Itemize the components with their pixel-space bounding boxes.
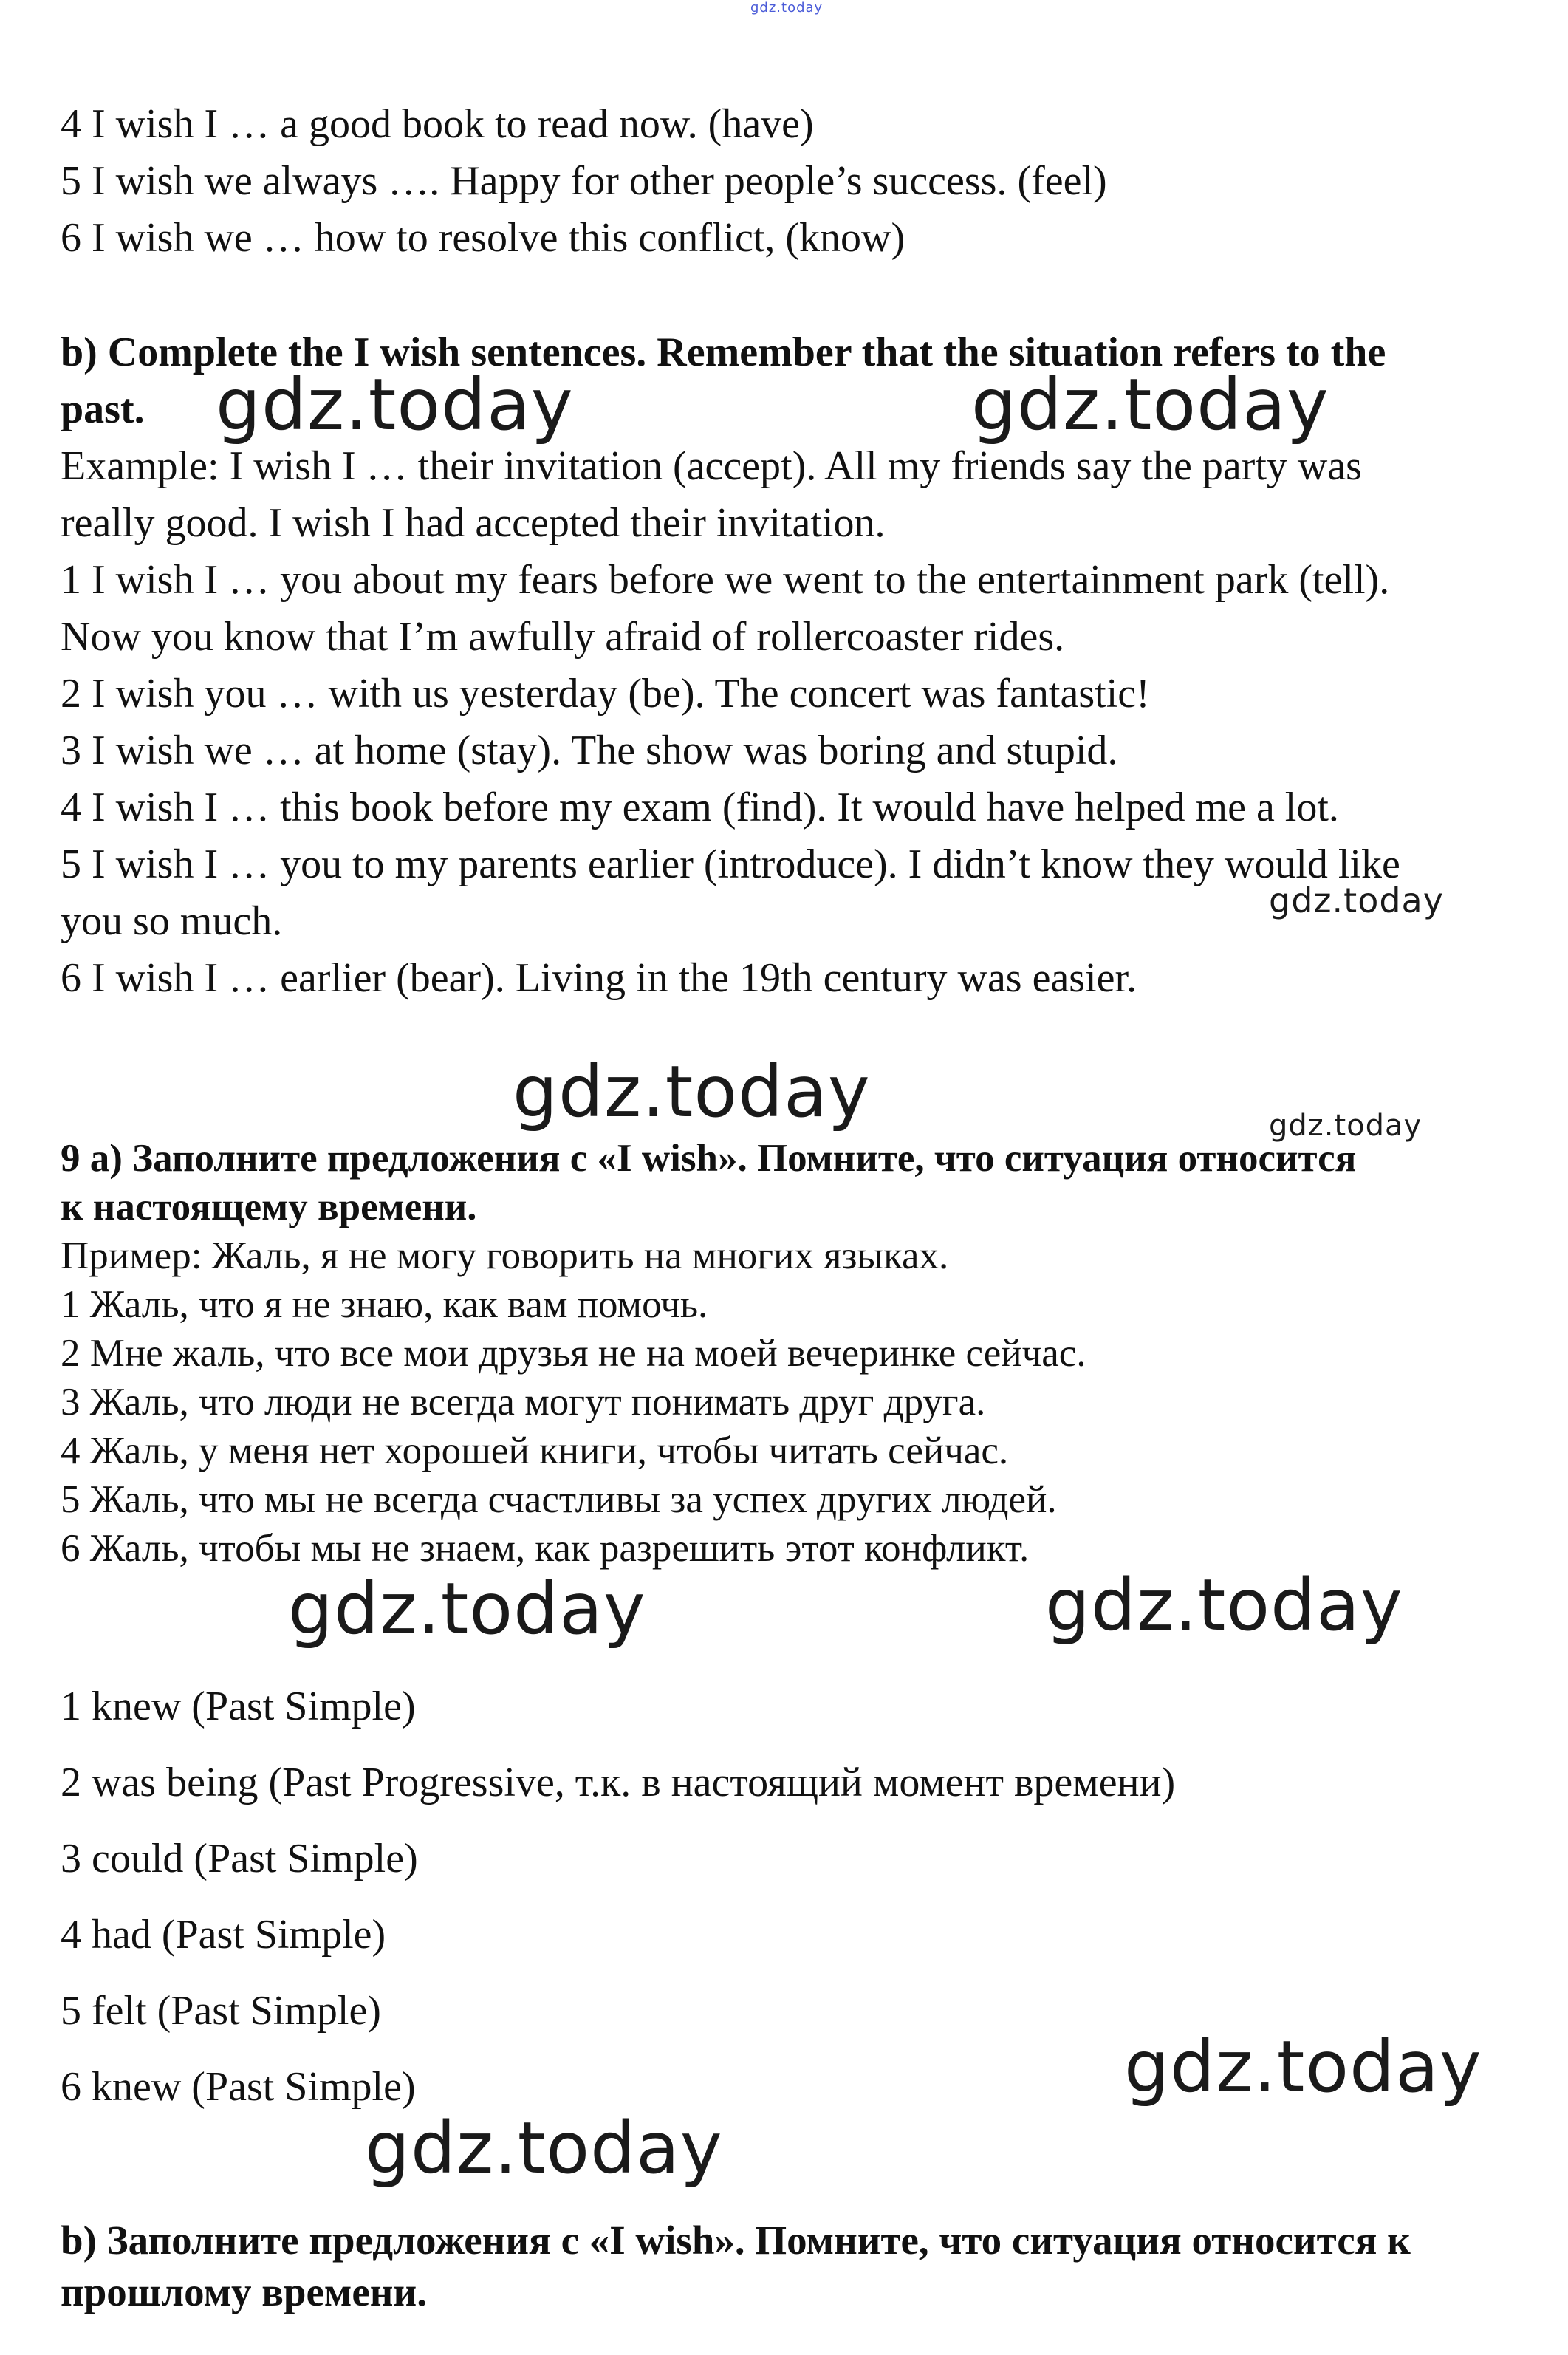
watermark: gdz.today	[1269, 1109, 1423, 1143]
answer-a-4: 4 had (Past Simple)	[61, 1912, 386, 1958]
exercise-b-item-5-line2: you so much.	[61, 898, 283, 944]
exercise-b-item-5-line1: 5 I wish I … you to my parents earlier (introduce). I didn’t know they would like	[61, 841, 1400, 887]
exercise-b-item-6: 6 I wish I … earlier (bear). Living in the 19th century was easier.	[61, 955, 1137, 1001]
translation-b-heading-line1: b) Заполните предложения с «I wish». Помните, что ситуация относится к	[61, 2218, 1411, 2263]
translation-a-item-6: 6 Жаль, чтобы мы не знаем, как разрешить этот конфликт.	[61, 1527, 1030, 1570]
watermark: gdz.today	[365, 2107, 723, 2190]
translation-b-heading-line2: прошлому времени.	[61, 2269, 427, 2314]
exercise-a-item-4: 4 I wish I … a good book to read now. (have)	[61, 101, 814, 147]
exercise-b-example-line1: Example: I wish I … their invitation (accept). All my friends say the party was	[61, 443, 1362, 489]
exercise-b-example-line2: really good. I wish I had accepted their invitation.	[61, 500, 886, 546]
exercise-a-item-6: 6 I wish we … how to resolve this conflict, (know)	[61, 215, 905, 261]
exercise-b-heading-line2: past.	[61, 386, 145, 432]
watermark: gdz.today	[513, 1050, 871, 1133]
watermark: gdz.today	[971, 363, 1329, 446]
translation-a-item-3: 3 Жаль, что люди не всегда могут понимать друг друга.	[61, 1381, 986, 1423]
answer-a-1: 1 knew (Past Simple)	[61, 1684, 416, 1729]
answer-a-2: 2 was being (Past Progressive, т.к. в настоящий момент времени)	[61, 1760, 1176, 1805]
translation-a-heading-line2: к настоящему времени.	[61, 1186, 477, 1228]
watermark: gdz.today	[288, 1568, 646, 1650]
watermark: gdz.today	[1045, 1564, 1403, 1647]
exercise-b-item-3: 3 I wish we … at home (stay). The show was boring and stupid.	[61, 728, 1118, 773]
translation-a-item-4: 4 Жаль, у меня нет хорошей книги, чтобы читать сейчас.	[61, 1429, 1009, 1472]
exercise-a-item-5: 5 I wish we always …. Happy for other people’s success. (feel)	[61, 158, 1107, 204]
watermark: gdz.today	[1269, 881, 1444, 920]
answer-a-6: 6 knew (Past Simple)	[61, 2064, 416, 2110]
exercise-b-heading-line1: b) Complete the I wish sentences. Remember that the situation refers to the	[61, 329, 1386, 375]
translation-a-item-5: 5 Жаль, что мы не всегда счастливы за успех других людей.	[61, 1478, 1057, 1521]
translation-a-example: Пример: Жаль, я не могу говорить на многих языках.	[61, 1234, 949, 1277]
translation-a-item-1: 1 Жаль, что я не знаю, как вам помочь.	[61, 1283, 708, 1326]
exercise-b-item-1-line1: 1 I wish I … you about my fears before we went to the entertainment park (tell).	[61, 557, 1390, 603]
exercise-b-item-4: 4 I wish I … this book before my exam (find). It would have helped me a lot.	[61, 785, 1339, 830]
answer-a-5: 5 felt (Past Simple)	[61, 1988, 381, 2034]
watermark: gdz.today	[216, 363, 574, 446]
exercise-b-item-2: 2 I wish you … with us yesterday (be). The concert was fantastic!	[61, 671, 1150, 717]
translation-a-item-2: 2 Мне жаль, что все мои друзья не на моей вечеринке сейчас.	[61, 1332, 1086, 1375]
exercise-b-item-1-line2: Now you know that I’m awfully afraid of rollercoaster rides.	[61, 614, 1065, 660]
watermark-top: gdz.today	[750, 0, 824, 16]
answer-a-3: 3 could (Past Simple)	[61, 1836, 418, 1881]
translation-a-heading-line1: 9 а) Заполните предложения с «I wish». Помните, что ситуация относится	[61, 1137, 1357, 1180]
watermark: gdz.today	[1124, 2026, 1482, 2108]
